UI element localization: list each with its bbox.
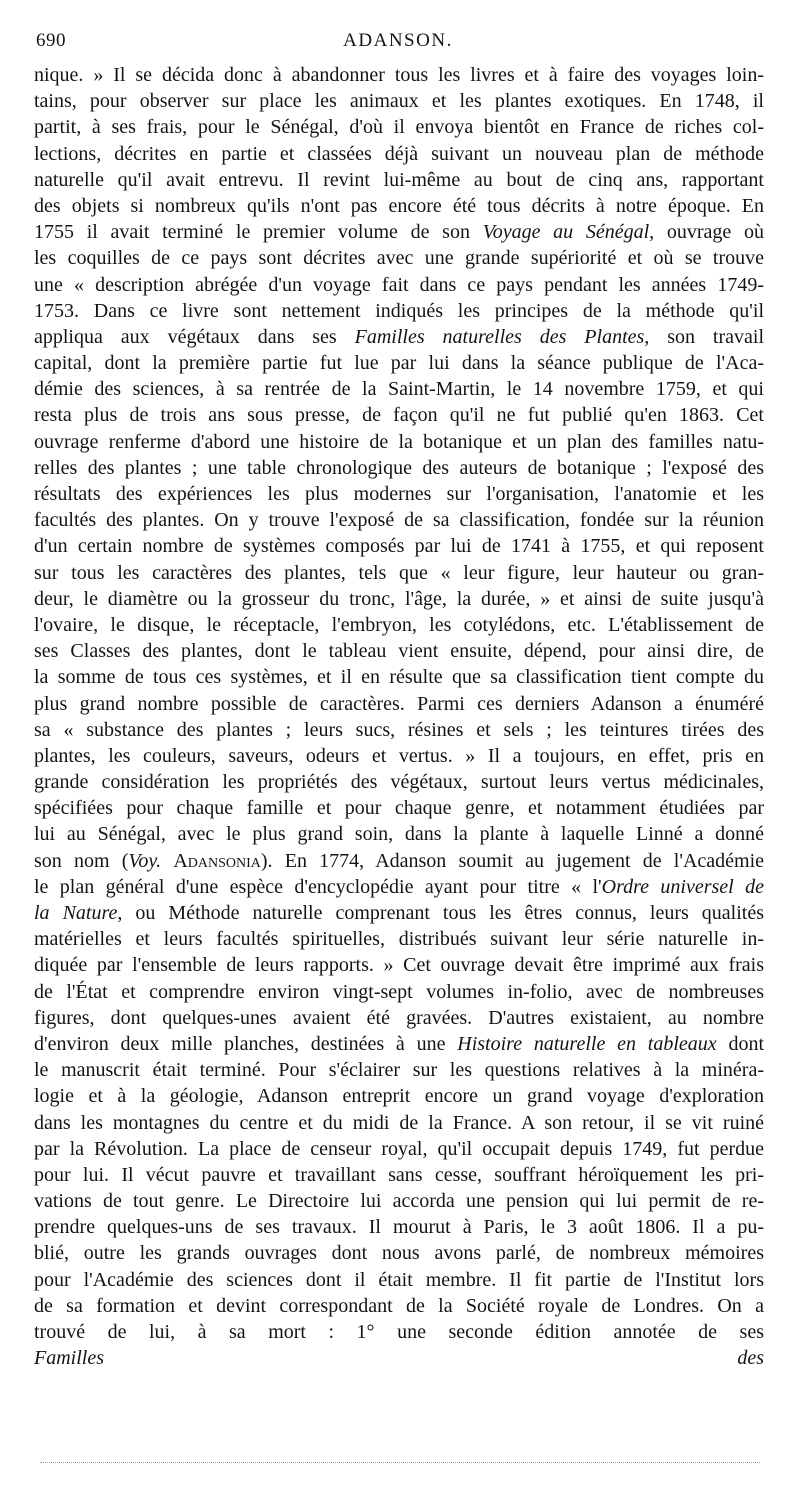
text-line: par la Révolution. La place de censeur royal, qu'il occupait depuis 1749, fut perdue (34, 1137, 764, 1160)
text-line: des objets si nombreux qu'ils n'ont pas encore été tous décrits à notre époque. En (34, 194, 764, 217)
page-header (36, 30, 760, 58)
text-line (34, 874, 764, 900)
text-run: , son travail (644, 325, 764, 348)
text-run: dont (716, 1032, 764, 1055)
text-line (34, 219, 764, 245)
text-line: le manuscrit était terminé. Pour s'éclairer sur les questions relatives à la minéra- (34, 1059, 764, 1082)
text-run: , ouvrage où (649, 221, 764, 244)
text-run: d'environ deux mille planches, destinées à une (34, 1032, 458, 1055)
text-run: le plan général d'une espèce d'encyclopédie ayant pour titre « l' (34, 875, 602, 898)
text-line: résultats des expériences les plus modernes sur l'organisation, l'anatomie et les (34, 483, 764, 505)
text-line: d'un certain nombre de systèmes composés par lui de 1741 à 1755, et qui reposent (34, 535, 764, 558)
text-line: partit, à ses frais, pour le Sénégal, d'où il envoya bientôt en France de riches col- (34, 116, 764, 139)
cross-reference: Voy. (128, 849, 162, 872)
text-run: son nom ( (34, 849, 129, 872)
text-line: spécifiées pour chaque famille et pour chaque genre, et notamment étudiées par (34, 797, 764, 820)
text-line: blié, outre les grands ouvrages dont nous avons parlé, de nombreux mémoires (34, 1242, 764, 1265)
text-line: prendre quelques-uns de ses travaux. Il mourut à Paris, le 3 août 1806. Il a pu- (34, 1216, 764, 1239)
page-number: 690 (36, 30, 66, 51)
book-title: Ordre universel de (601, 875, 764, 898)
text-line (34, 848, 764, 874)
cross-reference-target: Adansonia (173, 849, 261, 872)
text-line: plus grand nombre possible de caractères. Parmi ces derniers Adanson a énuméré (34, 692, 764, 715)
text-line: plantes, les couleurs, saveurs, odeurs et vertus. » Il a toujours, en effet, pris en (34, 744, 764, 767)
text-line (34, 900, 764, 926)
article-body (34, 62, 764, 1371)
text-line: dans les montagnes du centre et du midi de la France. A son retour, il se vit ruiné (34, 1111, 764, 1134)
text-run: 1755 il avait terminé le premier volume de son (34, 221, 483, 244)
text-line: capital, dont la première partie fut lue par lui dans la séance publique de l'Aca- (34, 352, 764, 375)
text-run: , ou Méthode naturelle comprenant tous les êtres connus, leurs qualités (117, 902, 764, 924)
text-line (34, 1031, 764, 1057)
text-line (34, 324, 764, 350)
footer-rule (40, 1462, 760, 1463)
text-line: tains, pour observer sur place les animaux et les plantes exotiques. En 1748, il (34, 90, 764, 113)
text-line: figures, dont quelques-unes avaient été gravées. D'autres existaient, au nombre (34, 1006, 764, 1029)
text-run: ). En 1774, Adanson soumit au jugement de l'Académie (260, 849, 764, 872)
text-line: démie des sciences, à sa rentrée de la Saint-Martin, le 14 novembre 1759, et qui (34, 378, 764, 401)
text-line: 1753. Dans ce livre sont nettement indiqués les principes de la méthode qu'il (34, 299, 764, 322)
text-line: relles des plantes ; une table chronologique des auteurs de botanique ; l'exposé des (34, 456, 764, 479)
text-line: naturelle qu'il avait entrevu. Il revint lui-même au bout de cinq ans, rapportant (34, 168, 764, 191)
text-line: lections, décrites en partie et classées déjà suivant un nouveau plan de méthode (34, 142, 764, 165)
text-line: l'ovaire, le disque, le réceptacle, l'embryon, les cotylédons, etc. L'établissement de (34, 613, 764, 636)
book-title: Familles des (34, 1347, 764, 1370)
text-line: nique. » Il se décida donc à abandonner tous les livres et à faire des voyages loin- (34, 64, 764, 86)
text-line: facultés des plantes. On y trouve l'exposé de sa classification, fondée sur la réunion (34, 509, 764, 532)
text-line: matérielles et leurs facultés spirituelles, distribués suivant leur série naturelle in- (34, 928, 764, 951)
text-line: la somme de tous ces systèmes, et il en résulte que sa classification tient compte du (34, 666, 764, 689)
text-line: trouvé de lui, à sa mort : 1° une seconde édition annotée de ses (34, 1321, 764, 1343)
book-title: Histoire naturelle en tableaux (457, 1032, 717, 1055)
text-line: deur, le diamètre ou la grosseur du tronc, l'âge, la durée, » et ainsi de suite jusqu'à (34, 587, 764, 610)
text-line: sur tous les caractères des plantes, tels que « leur figure, leur hauteur ou gran- (34, 561, 764, 584)
book-title: la Nature (34, 902, 118, 924)
text-line: diquée par l'ensemble de leurs rapports. » Cet ouvrage devait être imprimé aux frais (34, 954, 764, 977)
text-line: vations de tout genre. Le Directoire lui accorda une pension qui lui permit de re- (34, 1190, 764, 1213)
text-line: de sa formation et devint correspondant de la Société royale de Londres. On a (34, 1294, 764, 1317)
text-line: ses Classes des plantes, dont le tableau vient ensuite, dépend, pour ainsi dire, de (34, 640, 764, 663)
text-line: les coquilles de ce pays sont décrites avec une grande supériorité et où se trouve (34, 247, 764, 270)
text-line: logie et à la géologie, Adanson entreprit encore un grand voyage d'exploration (34, 1085, 764, 1108)
text-line: pour lui. Il vécut pauvre et travaillant sans cesse, souffrant héroïquement les pri- (34, 1163, 764, 1186)
text-line: ouvrage renferme d'abord une histoire de la botanique et un plan des familles natu- (34, 430, 764, 453)
text-line: une « description abrégée d'un voyage fait dans ce pays pendant les années 1749- (34, 273, 764, 296)
book-title: Familles naturelles des Plantes (354, 325, 645, 348)
text-line: resta plus de trois ans sous presse, de façon qu'il ne fut publié qu'en 1863. Cet (34, 404, 764, 427)
running-title: ADANSON. (343, 30, 453, 51)
text-line (34, 1345, 764, 1371)
text-line: pour l'Académie des sciences dont il était membre. Il fit partie de l'Institut lors (34, 1268, 764, 1291)
text-run: appliqua aux végétaux dans ses (34, 325, 355, 348)
book-title: Voyage au Sénégal (482, 221, 650, 244)
text-line: grande considération les propriétés des végétaux, surtout leurs vertus médicinales, (34, 771, 764, 794)
text-line: de l'État et comprendre environ vingt-sept volumes in-folio, avec de nombreuses (34, 980, 764, 1003)
text-line: lui au Sénégal, avec le plus grand soin, dans la plante à laquelle Linné a donné (34, 823, 764, 846)
text-line: sa « substance des plantes ; leurs sucs, résines et sels ; les teintures tirées des (34, 718, 764, 741)
